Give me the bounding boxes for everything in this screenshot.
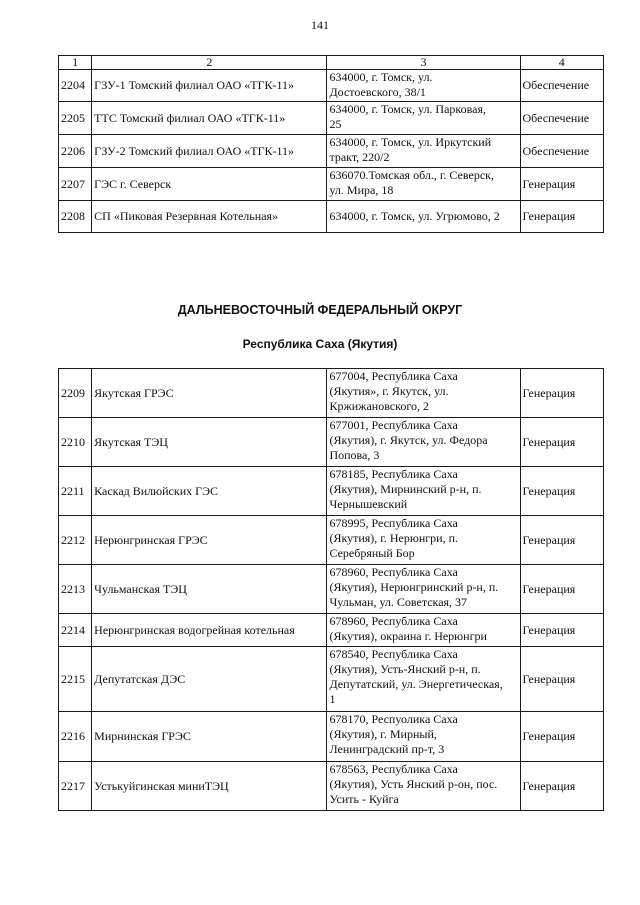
facility-name: Нерюнгринская ГРЭС — [92, 516, 327, 565]
table-row — [59, 516, 604, 565]
facility-type: Обеспечение — [520, 70, 603, 102]
facility-address: 634000, г. Томск, ул. Иркутский тракт, 220/2 — [327, 135, 520, 168]
facility-address: 678185, Республика Саха (Якутия), Мирнинский р-н, п. Чернышевский — [327, 467, 520, 516]
row-number: 2214 — [59, 614, 92, 647]
facility-type: Обеспечение — [520, 102, 603, 135]
facility-name: ГЗУ-1 Томский филиал ОАО «ТГК-11» — [92, 70, 327, 102]
row-number: 2213 — [59, 565, 92, 614]
facility-name: Устькуйгинская миниТЭЦ — [92, 762, 327, 811]
facility-type: Генерация — [520, 369, 603, 418]
region-title: ДАЛЬНЕВОСТОЧНЫЙ ФЕДЕРАЛЬНЫЙ ОКРУГ — [177, 303, 463, 317]
table-header-row — [59, 56, 604, 70]
facility-type: Генерация — [520, 516, 603, 565]
table-row — [59, 614, 604, 647]
row-number: 2216 — [59, 712, 92, 762]
column-header-2: 2 — [92, 56, 327, 70]
subregion-title: Республика Саха (Якутия) — [242, 337, 398, 351]
table-row — [59, 418, 604, 467]
facility-address: 678170, Респуолика Саха (Якутия), г. Мирный, Ленинградский пр-т, 3 — [327, 712, 520, 762]
table-row — [59, 712, 604, 762]
facility-type: Генерация — [520, 565, 603, 614]
table-row — [59, 467, 604, 516]
row-number: 2207 — [59, 168, 92, 201]
table-row — [59, 102, 604, 135]
facility-address: 634000, г. Томск, ул. Достоевского, 38/1 — [327, 70, 520, 102]
facility-type: Генерация — [520, 762, 603, 811]
facility-name: Чульманская ТЭЦ — [92, 565, 327, 614]
facility-type: Генерация — [520, 614, 603, 647]
facility-type: Генерация — [520, 418, 603, 467]
row-number: 2210 — [59, 418, 92, 467]
facility-name: Якутская ТЭЦ — [92, 418, 327, 467]
column-header-3: 3 — [327, 56, 520, 70]
table-row — [59, 369, 604, 418]
row-number: 2215 — [59, 647, 92, 712]
facility-address: 677001, Республика Саха (Якутия), г. Якутск, ул. Федора Попова, 3 — [327, 418, 520, 467]
facility-type: Генерация — [520, 647, 603, 712]
facility-address: 678960, Республика Саха (Якутия), окраина г. Нерюнгри — [327, 614, 520, 647]
facility-type: Генерация — [520, 201, 603, 233]
facilities-table-yakutia — [58, 368, 604, 811]
table-row — [59, 70, 604, 102]
table-row — [59, 168, 604, 201]
facility-address: 678563, Республика Саха (Якутия), Усть Янский р-он, пос. Усить - Куйга — [327, 762, 520, 811]
row-number: 2211 — [59, 467, 92, 516]
row-number: 2209 — [59, 369, 92, 418]
facility-address: 634000, г. Томск, ул. Угрюмово, 2 — [327, 201, 520, 233]
facility-name: Мирнинская ГРЭС — [92, 712, 327, 762]
facility-name: ТТС Томский филиал ОАО «ТГК-11» — [92, 102, 327, 135]
column-header-1: 1 — [59, 56, 92, 70]
table-row — [59, 201, 604, 233]
facility-address: 636070.Томская обл., г. Северск, ул. Мира, 18 — [327, 168, 520, 201]
facility-name: Депутатская ДЭС — [92, 647, 327, 712]
facility-type: Генерация — [520, 168, 603, 201]
facilities-table-tomsk — [58, 55, 604, 233]
facility-address: 677004, Республика Саха (Якутия», г. Якутск, ул. Кржижановского, 2 — [327, 369, 520, 418]
row-number: 2204 — [59, 70, 92, 102]
facility-type: Генерация — [520, 467, 603, 516]
table-row — [59, 762, 604, 811]
facility-name: ГЭС г. Северск — [92, 168, 327, 201]
facility-address: 678995, Республика Саха (Якутия), г. Нерюнгри, п. Серебряный Бор — [327, 516, 520, 565]
row-number: 2217 — [59, 762, 92, 811]
facility-name: СП «Пиковая Резервная Котельная» — [92, 201, 327, 233]
page-number: 141 — [311, 18, 329, 32]
facility-type: Обеспечение — [520, 135, 603, 168]
facility-address: 634000, г. Томск, ул. Парковая, 25 — [327, 102, 520, 135]
table-row — [59, 565, 604, 614]
row-number: 2208 — [59, 201, 92, 233]
row-number: 2205 — [59, 102, 92, 135]
facility-name: ГЗУ-2 Томский филиал ОАО «ТГК-11» — [92, 135, 327, 168]
facility-name: Нерюнгринская водогрейная котельная — [92, 614, 327, 647]
row-number: 2206 — [59, 135, 92, 168]
facility-name: Якутская ГРЭС — [92, 369, 327, 418]
facility-address: 678540, Республика Саха (Якутия), Усть-Янский р-н, п. Депутатский, ул. Энергетическая, 1 — [327, 647, 520, 712]
facility-type: Генерация — [520, 712, 603, 762]
row-number: 2212 — [59, 516, 92, 565]
facility-name: Каскад Вилюйских ГЭС — [92, 467, 327, 516]
table-row — [59, 647, 604, 712]
facility-address: 678960, Республика Саха (Якутия), Нерюнгринский р-н, п. Чульман, ул. Советская, 37 — [327, 565, 520, 614]
table-row — [59, 135, 604, 168]
column-header-4: 4 — [520, 56, 603, 70]
